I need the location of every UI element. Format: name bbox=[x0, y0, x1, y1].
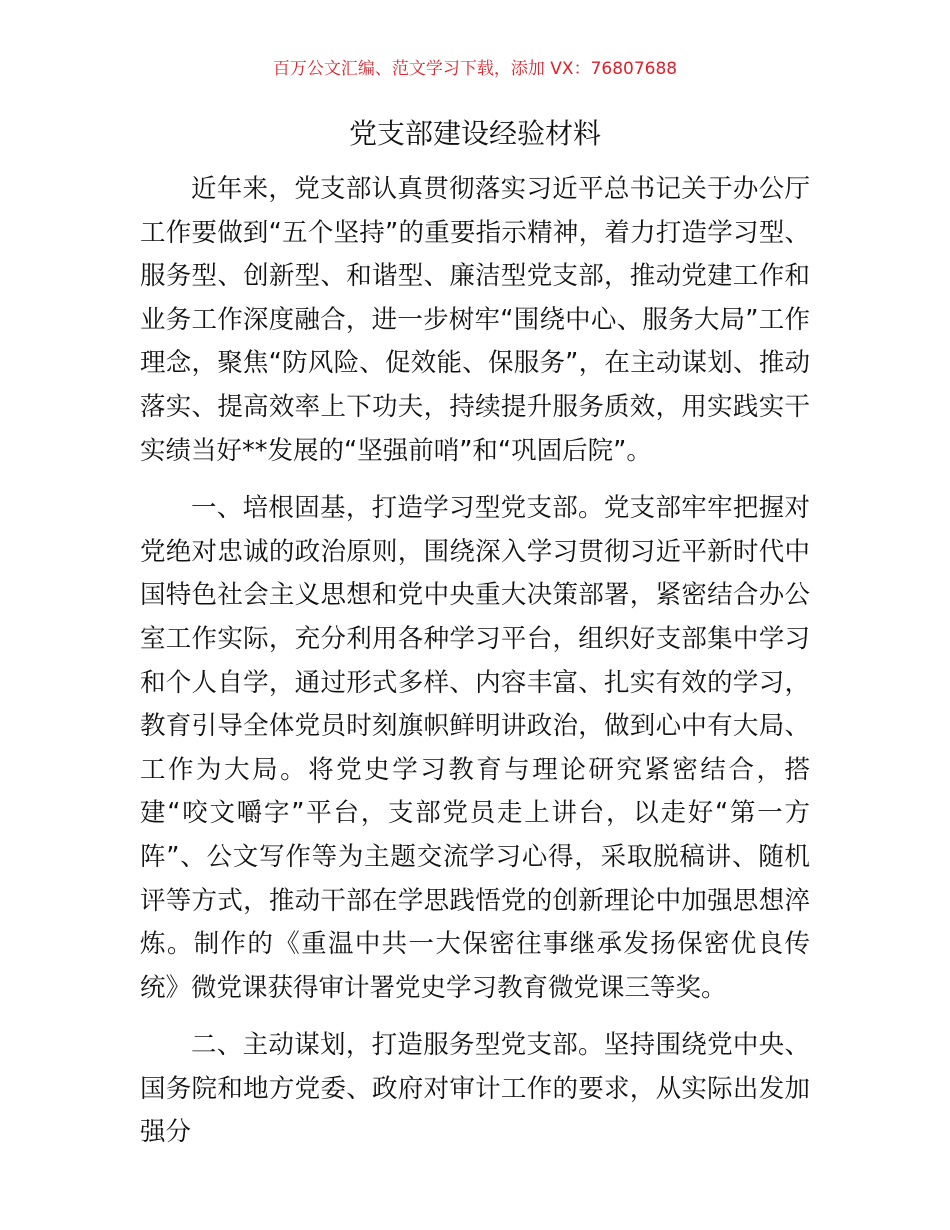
header-watermark-note: 百万公文汇编、范文学习下载，添加 VX：76807688 bbox=[272, 59, 678, 79]
document-title: 党支部建设经验材料 bbox=[348, 117, 601, 150]
paragraph-section-one: 一、培根固基，打造学习型党支部。党支部牢牢把握对党绝对忠诚的政治原则，围绕深入学习贯彻习近平新时代中国特色社会主义思想和党中央重大决策部署，紧密结合办公室工作实际，充分利用各种学习平台，组织好支部集中学习和个人自学，通过形式多样、内容丰富、扎实有效的学习，教育引导全体党员时刻旗帜鲜明讲政治，做到心中有大局、工作为大局。将党史学习教育与理论研究紧密结合，搭建“咬文嚼字”平台，支部党员走上讲台，以走好“第一方阵”、公文写作等为主题交流学习心得，采取脱稿讲、随机评等方式，推动干部在学思践悟党的创新理论中加强思想淬炼。制作的《重温中共一大保密往事继承发扬保密优良传统》微党课获得审计署党史学习教育微党课三等奖。 bbox=[140, 493, 810, 1003]
paragraph-intro: 近年来，党支部认真贯彻落实习近平总书记关于办公厅工作要做到“五个坚持”的重要指示精神，着力打造学习型、服务型、创新型、和谐型、廉洁型党支部，推动党建工作和业务工作深度融合，进一步树牢“围绕中心、服务大局”工作理念，聚焦“防风险、促效能、保服务”，在主动谋划、推动落实、提高效率上下功夫，持续提升服务质效，用实践实干实绩当好**发展的“坚强前哨”和“巩固后院”。 bbox=[140, 174, 810, 466]
document-body bbox=[140, 168, 810, 1155]
paragraph-section-two: 二、主动谋划，打造服务型党支部。坚持围绕党中央、国务院和地方党委、政府对审计工作的要求，从实际出发加强分 bbox=[140, 1030, 810, 1148]
